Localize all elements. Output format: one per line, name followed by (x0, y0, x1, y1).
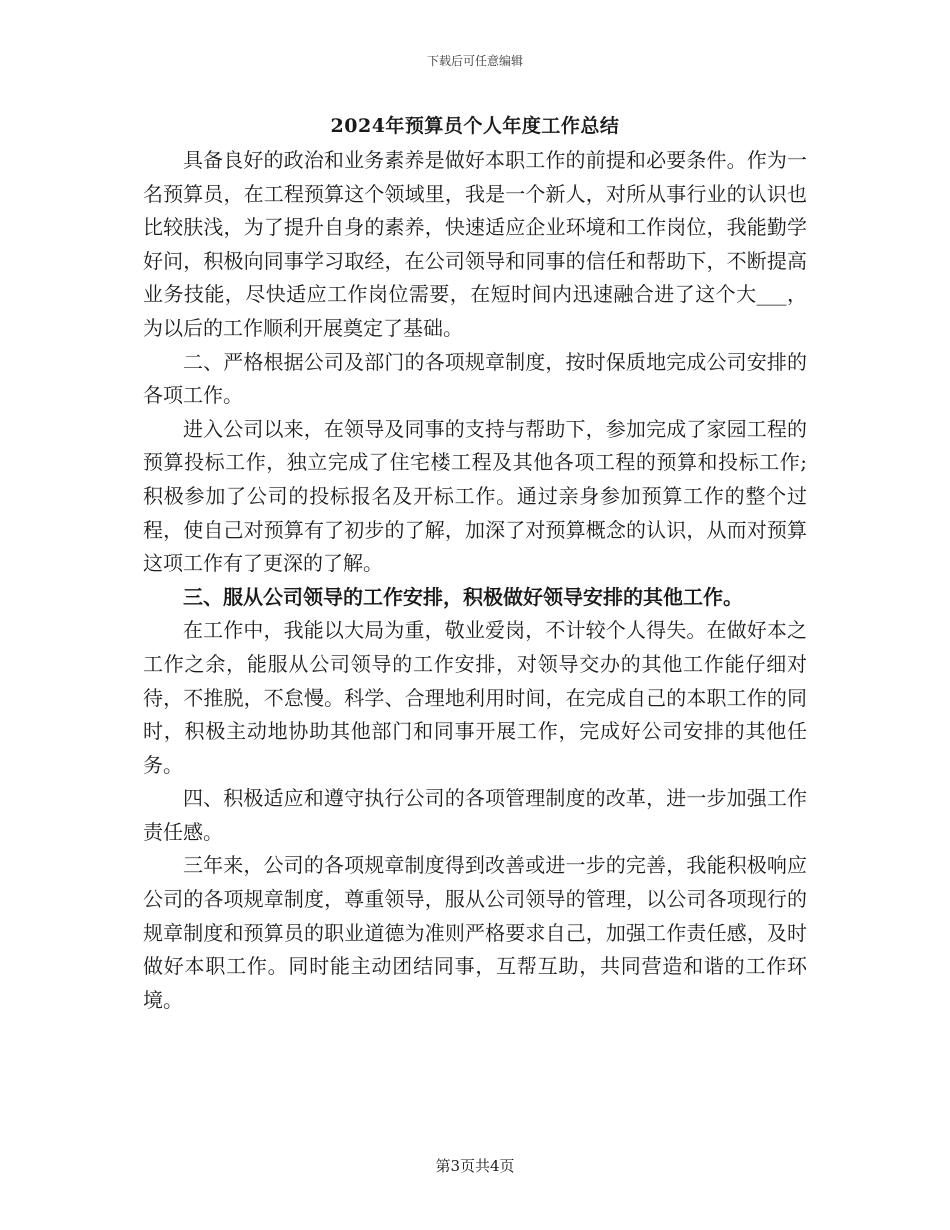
section-heading-2: 二、严格根据公司及部门的各项规章制度，按时保质地完成公司安排的各项工作。 (143, 349, 807, 408)
section-heading-4: 四、积极适应和遵守执行公司的各项管理制度的改革，进一步加强工作责任感。 (143, 786, 807, 844)
paragraph-intro: 具备良好的政治和业务素养是做好本职工作的前提和必要条件。作为一名预算员，在工程预算这个领域里，我是一个新人，对所从事行业的认识也比较肤浅，为了提升自身的素养，快速适应企业环境和工作岗位，我能勤学好问，积极向同事学习取经，在公司领导和同事的信任和帮助下，不断提高业务技能，尽快适应工作岗位需要，在短时间内迅速融合进了这个大___，为以后的工作顺利开展奠定了基础。 (143, 148, 807, 340)
document-title: 2024年预算员个人年度工作总结 (330, 115, 620, 137)
paragraph-section-2: 进入公司以来，在领导及同事的支持与帮助下，参加完成了家园工程的预算投标工作，独立完成了住宅楼工程及其他各项工程的预算和投标工作;积极参加了公司的投标报名及开标工作。通过亲身参加预算工作的整个过程，使自己对预算有了初步的了解，加深了对预算概念的认识，从而对预算这项工作有了更深的了解。 (143, 416, 807, 576)
page-header: 下载后可任意编辑 (426, 54, 523, 68)
section-heading-3: 三、服从公司领导的工作安排，积极做好领导安排的其他工作。 (183, 584, 743, 609)
paragraph-section-3: 在工作中，我能以大局为重，敬业爱岗，不计较个人得失。在做好本之工作之余，能服从公司领导的工作安排，对领导交办的其他工作能仔细对待，不推脱，不怠慢。科学、合理地利用时间，在完成自己的本职工作的同时，积极主动地协助其他部门和同事开展工作，完成好公司安排的其他任务。 (143, 618, 807, 777)
document-body (143, 112, 807, 1017)
paragraph-section-4: 三年来，公司的各项规章制度得到改善或进一步的完善，我能积极响应公司的各项规章制度，尊重领导，服从公司领导的管理，以公司各项现行的规章制度和预算员的职业道德为准则严格要求自己，加强工作责任感，及时做好本职工作。同时能主动团结同事，互帮互助，共同营造和谐的工作环境。 (143, 853, 807, 1012)
page-footer: 第3页共4页 (435, 1157, 515, 1175)
